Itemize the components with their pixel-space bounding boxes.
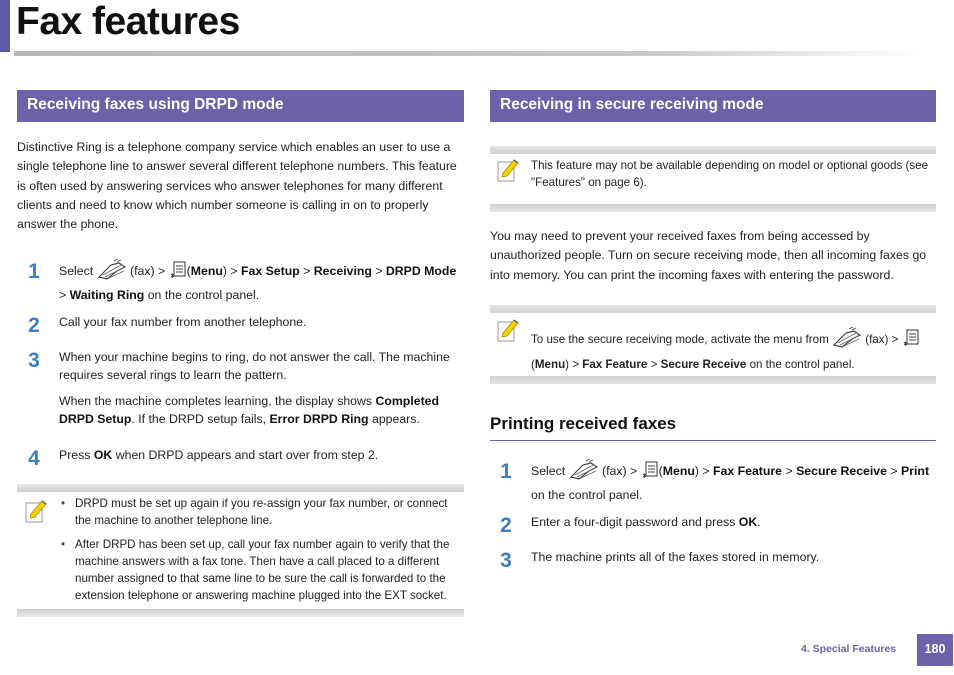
- step-number: 2: [28, 314, 40, 337]
- drpd-intro: Distinctive Ring is a telephone company service which enables an user to use a single telephone line to answer several different telephone numbers. This feature is often used by answering services who answer telephones for many different clients and need to know which number someone is calling in on to properly answer the phone.: [17, 140, 457, 232]
- fax-icon: [569, 459, 599, 486]
- step-number: 3: [500, 549, 512, 572]
- note-box-drpd: [17, 484, 464, 617]
- title-rule: [14, 51, 919, 56]
- fax-icon: [832, 327, 862, 355]
- step-number: 2: [500, 514, 512, 537]
- note-icon: [497, 157, 521, 183]
- step-text: The machine prints all of the faxes stored in memory.: [531, 550, 820, 564]
- subsection-heading-printing: Printing received faxes: [490, 414, 677, 433]
- note-box-availability: [490, 146, 936, 212]
- section-heading-drpd: Receiving faxes using DRPD mode: [17, 90, 464, 122]
- note-icon: [497, 317, 521, 343]
- menu-icon: [641, 461, 659, 486]
- menu-icon: [902, 329, 920, 355]
- step-text: Press OK when DRPD appears and start over from step 2.: [59, 448, 379, 462]
- page-number: 180: [917, 634, 953, 666]
- note-box-secure-menu: [490, 305, 936, 384]
- step-text: Enter a four-digit password and press OK.: [531, 515, 761, 529]
- step-text: Select (fax) > (Menu) > Fax Feature > Secure Receive > Print on the control panel.: [531, 459, 939, 504]
- page-title: Fax features: [16, 0, 240, 43]
- step-text: When your machine begins to ring, do not answer the call. The machine requires several rings to learn the pattern.: [59, 350, 450, 382]
- step-text: Call your fax number from another telephone.: [59, 315, 307, 329]
- note-top-bar: [17, 484, 464, 492]
- note-icon: [25, 498, 49, 524]
- note-top-bar: [490, 146, 936, 154]
- step-number: 1: [28, 260, 40, 283]
- note-bullet: • DRPD must be set up again if you re-assign your fax number, or connect the machine to another telephone line.: [59, 495, 463, 529]
- step-number: 3: [28, 349, 40, 372]
- step-text: Select (fax) > (Menu) > Fax Setup > Receiving > DRPD Mode > Waiting Ring on the control panel.: [59, 259, 467, 304]
- footer-chapter-label: 4. Special Features: [801, 643, 897, 655]
- step-text-extra: When the machine completes learning, the display shows Completed DRPD Setup. If the DRPD setup fails, Error DRPD Ring appears.: [59, 394, 440, 426]
- note-text: To use the secure receiving mode, activate the menu from (fax) > (Menu) > Fax Feature > Secure Receive on the control panel.: [531, 327, 935, 374]
- note-top-bar: [490, 305, 936, 313]
- note-text: This feature may not be available depending on model or optional goods (see "Features" on page 6).: [531, 159, 929, 189]
- section-heading-secure: Receiving in secure receiving mode: [490, 90, 936, 122]
- menu-icon: [169, 261, 187, 286]
- header-accent-bar: [0, 0, 10, 52]
- note-bottom-bar: [490, 204, 936, 212]
- subsection-rule: [490, 440, 936, 441]
- note-bullet: • After DRPD has been set up, call your fax number again to verify that the machine answers with a fax tone. Then have a call placed to a different number assigned to that same line to be sure the call is forwarded to the extension telephone or answering machine plugged into the EXT socket.: [59, 536, 463, 604]
- step-number: 4: [28, 447, 40, 470]
- step-number: 1: [500, 460, 512, 483]
- secure-intro: You may need to prevent your received faxes from being accessed by unauthorized people. Turn on secure receiving mode, then all incoming faxes go into memory. You can print the incoming faxes with entering the password.: [490, 229, 927, 282]
- note-bottom-bar: [17, 609, 464, 617]
- fax-icon: [97, 259, 127, 286]
- note-bottom-bar: [490, 376, 936, 384]
